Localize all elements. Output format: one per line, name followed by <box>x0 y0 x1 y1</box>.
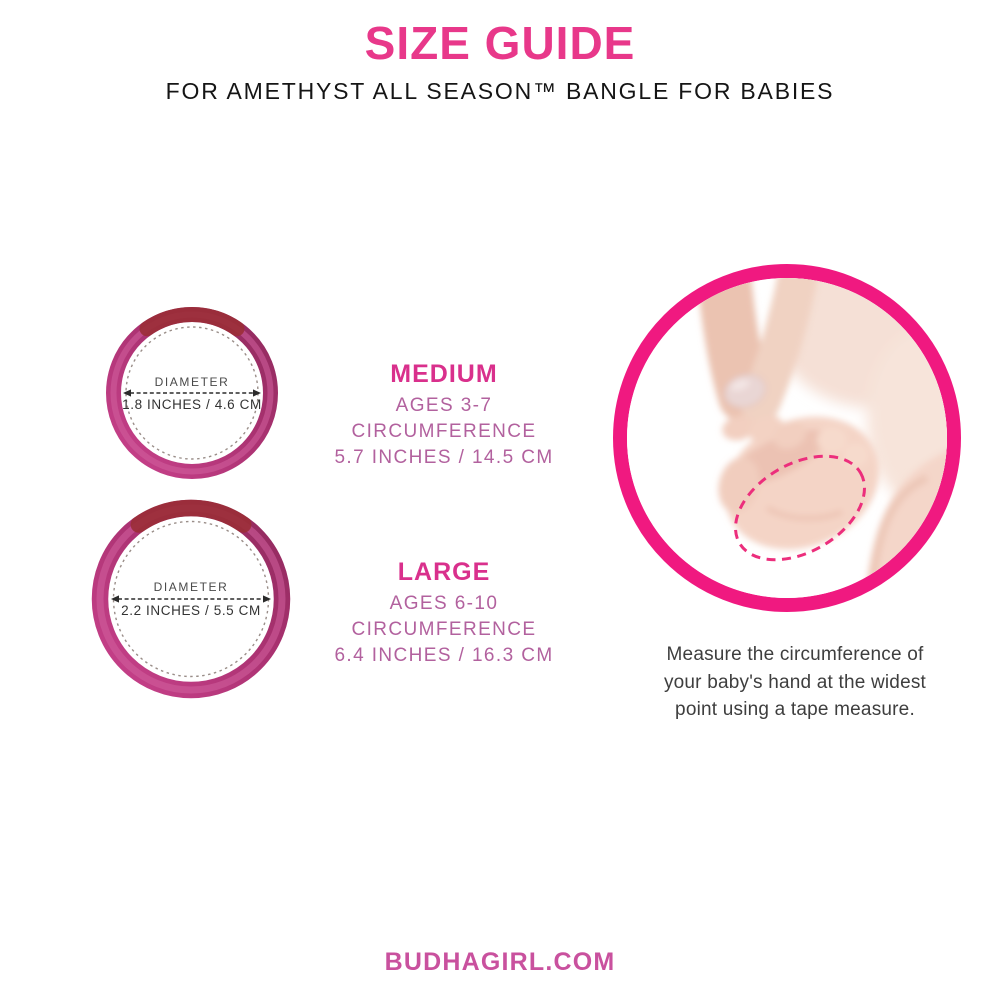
website-footer: BUDHAGIRL.COM <box>384 948 616 976</box>
diameter-value-medium: 1.8 INCHES / 4.6 CM <box>122 397 262 412</box>
bangle-medium-graphic <box>106 307 278 479</box>
instruction-line: point using a tape measure. <box>675 699 915 720</box>
instruction-line: your baby's hand at the widest <box>663 671 927 693</box>
size-ages-medium: AGES 3-7 <box>395 395 493 416</box>
baby-knuckle <box>817 427 847 453</box>
diameter-value-large: 2.2 INCHES / 5.5 CM <box>121 603 261 618</box>
diameter-label-large: DIAMETER <box>153 580 229 594</box>
baby-hand-illustration <box>627 278 947 598</box>
size-ages-large: AGES 6-10 <box>389 593 499 614</box>
size-info-large <box>284 557 604 669</box>
page-title: SIZE GUIDE <box>364 17 636 69</box>
page-subtitle: FOR AMETHYST ALL SEASON™ BANGLE FOR BABIES <box>165 78 835 104</box>
bangle-ring-icon <box>106 307 278 479</box>
bangle-ring-icon <box>91 499 291 699</box>
diameter-label-medium: DIAMETER <box>154 375 230 389</box>
size-circumference-medium: 5.7 INCHES / 14.5 CM <box>334 447 554 468</box>
baby-hand-photo <box>613 264 961 612</box>
size-circumference-label-medium: CIRCUMFERENCE <box>351 421 537 442</box>
size-circumference-large: 6.4 INCHES / 16.3 CM <box>334 645 554 666</box>
baby-knuckle <box>843 443 869 467</box>
bangle-large-graphic <box>91 499 291 699</box>
size-circumference-label-large: CIRCUMFERENCE <box>351 619 537 640</box>
size-name-medium: MEDIUM <box>390 360 498 388</box>
measure-instruction <box>640 641 950 724</box>
instruction-line: Measure the circumference of <box>666 644 924 665</box>
size-name-large: LARGE <box>397 558 491 586</box>
size-info-medium <box>284 359 604 471</box>
